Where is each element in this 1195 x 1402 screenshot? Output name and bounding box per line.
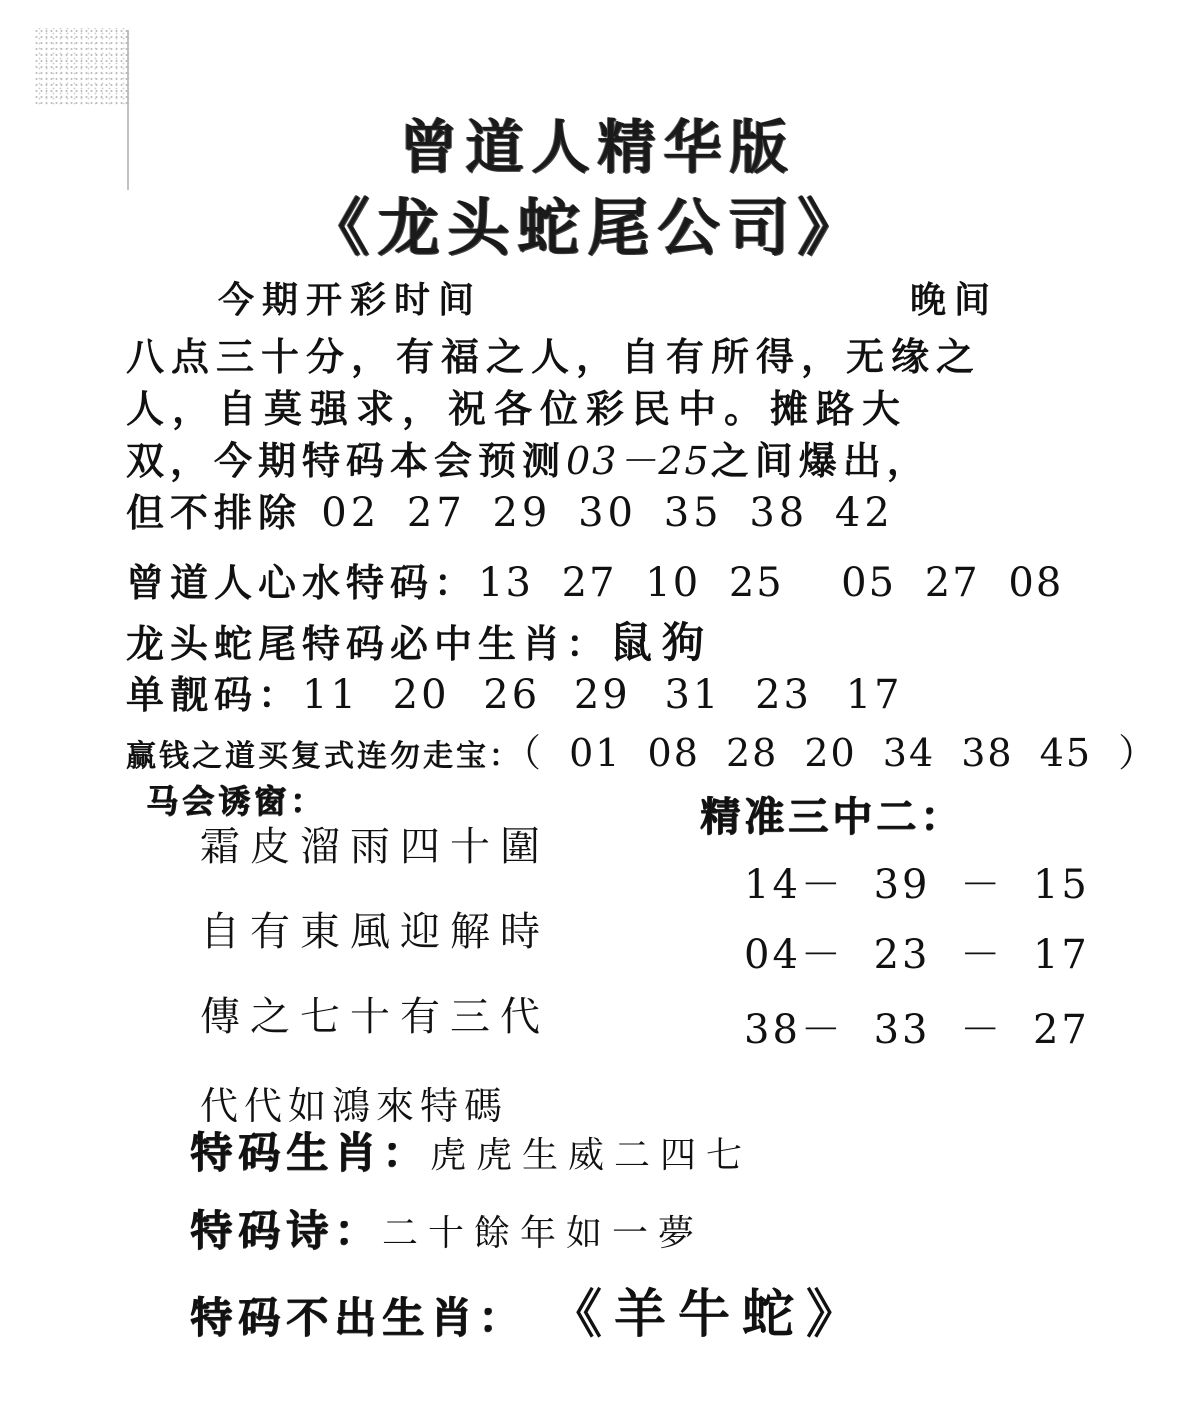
single-pick-label: 单靓码：	[126, 672, 303, 717]
footer-exclude-value: 《羊牛蛇》	[576, 1284, 871, 1345]
intro-line-3-text: 双，今期特码本会预测	[126, 438, 567, 483]
footer-poem	[190, 1198, 704, 1258]
poem-line-1: 霜皮溜雨四十圍	[200, 824, 550, 870]
exclude-label: 但不排除	[126, 490, 303, 535]
intro-line-3-tail: 之间爆出，	[710, 438, 931, 483]
intro-line-3	[126, 430, 931, 485]
scan-noise	[34, 28, 130, 106]
footer-zodiac-label: 特码生肖：	[190, 1128, 431, 1177]
combo-row-3: 38－ 33 － 27	[744, 1007, 1090, 1053]
footer-exclude-label: 特码不出生肖：	[190, 1293, 527, 1342]
heart-pick-label: 曾道人心水特码：	[126, 560, 479, 605]
earn-pick-label: 赢钱之道买复式连勿走宝：	[126, 739, 522, 774]
combo-heading: 精准三中二：	[700, 793, 964, 840]
single-pick-numbers: 11 20 26 29 31 23 17	[302, 672, 903, 718]
footer-exclude	[190, 1272, 870, 1347]
heart-pick	[126, 552, 1063, 607]
page-title: 曾道人精华版	[399, 113, 796, 181]
footer-poem-value: 二十餘年如一夢	[382, 1213, 705, 1254]
footer-poem-label: 特码诗：	[190, 1206, 383, 1255]
single-pick	[126, 664, 903, 719]
draw-time-evening: 晚间	[910, 279, 999, 321]
heart-pick-numbers: 13 27 10 25 05 27 08	[478, 560, 1064, 606]
page-subtitle: 《龙头蛇尾公司》	[307, 191, 868, 264]
poem-line-4: 代代如鴻來特碼	[200, 1084, 509, 1128]
predict-range: 03－25	[566, 439, 711, 483]
poem-line-2: 自有東風迎解時	[200, 909, 550, 955]
footer-zodiac	[190, 1120, 752, 1180]
intro-line-1: 八点三十分，有福之人，自有所得，无缘之	[126, 334, 982, 379]
combo-row-1: 14－ 39 － 15	[744, 862, 1090, 908]
footer-zodiac-value: 虎虎生威二四七	[430, 1135, 753, 1176]
earn-pick-numbers: （ 01 08 28 20 34 38 45 ）	[522, 731, 1159, 775]
poem-heading: 马会诱窗：	[146, 782, 327, 820]
poem-line-3: 傳之七十有三代	[200, 994, 550, 1040]
exclude-numbers: 02 27 29 30 35 38 42	[321, 490, 894, 536]
earn-pick	[126, 722, 1158, 777]
draw-time-label: 今期开彩时间	[218, 279, 483, 321]
zodiac-pick-label: 龙头蛇尾特码必中生肖：	[126, 621, 611, 666]
combo-row-2: 04－ 23 － 17	[744, 932, 1090, 978]
zodiac-pick	[126, 610, 714, 670]
intro-line-2: 人，自莫强求，祝各位彩民中。摊路大	[126, 386, 909, 431]
zodiac-pick-value: 鼠狗	[610, 618, 715, 667]
intro-line-4	[126, 482, 894, 537]
